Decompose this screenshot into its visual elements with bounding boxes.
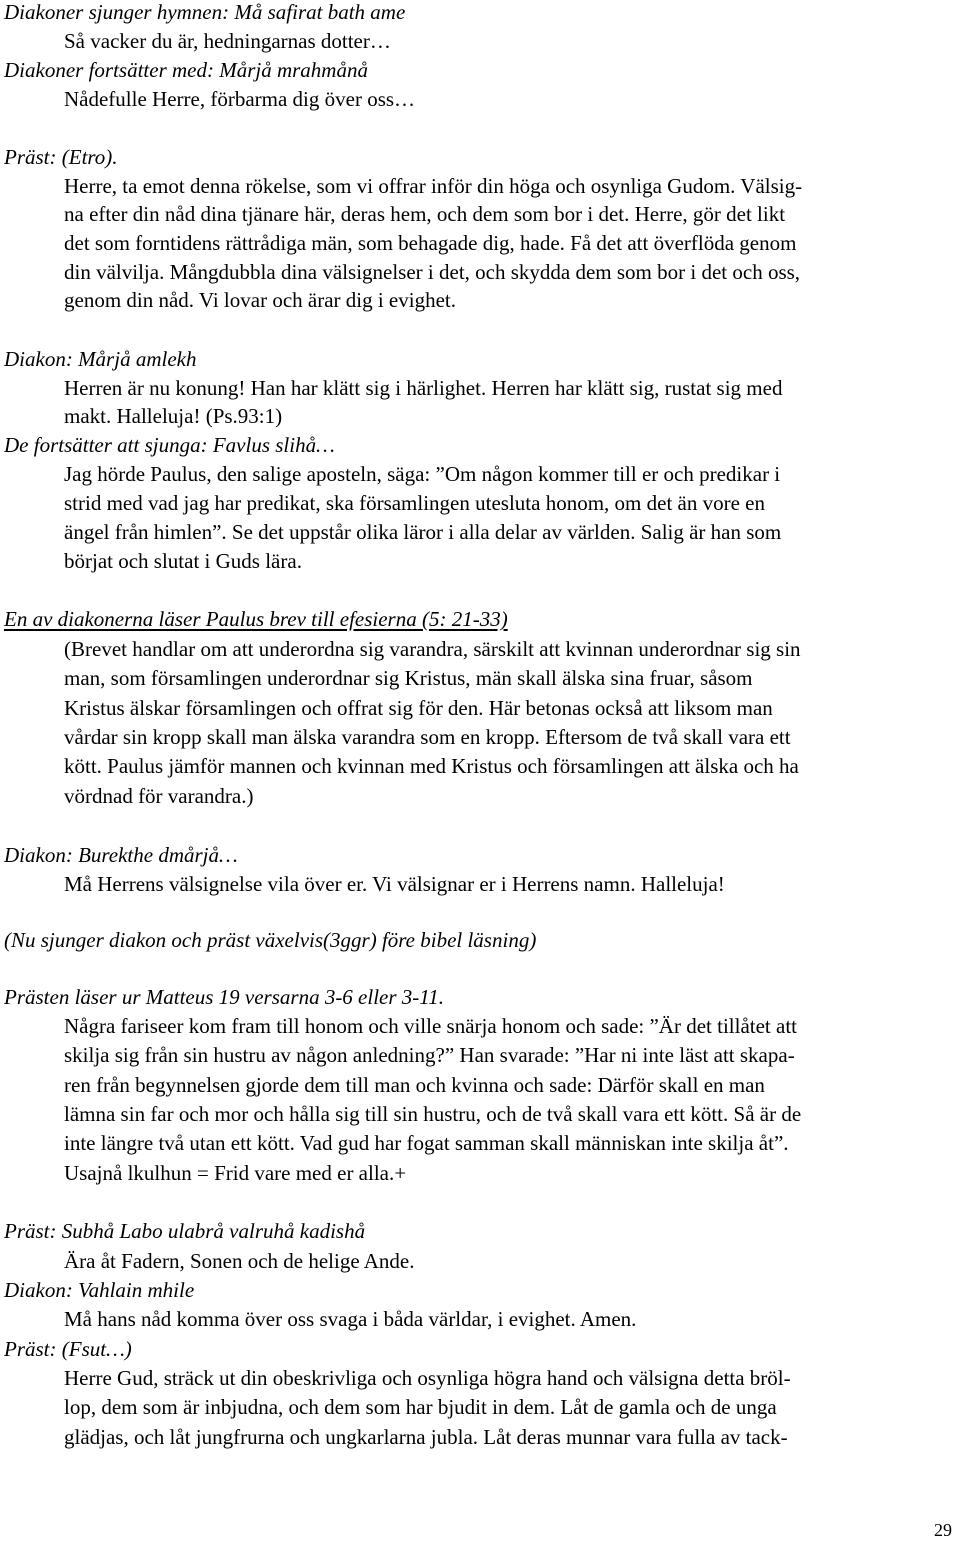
text-line: inte längre två utan ett kött. Vad gud har fogat samman skall människan inte skilja åt”.: [64, 1131, 789, 1155]
text-line: det som forntidens rättrådiga män, som behagade dig, hade. Få det att överflöda genom: [64, 231, 797, 255]
text-line: Må hans nåd komma över oss svaga i båda världar, i evighet. Amen.: [64, 1307, 637, 1331]
rubric-line: Präst: (Fsut…): [4, 1337, 132, 1361]
rubric-line: De fortsätter att sjunga: Favlus slihå…: [4, 433, 335, 457]
text-line: Nådefulle Herre, förbarma dig över oss…: [64, 87, 416, 111]
text-line: lämna sin far och mor och hålla sig till sin hustru, och de två skall vara ett kött. Så är de: [64, 1102, 802, 1126]
text-line: man, som församlingen underordnar sig Kristus, män skall älska sina fruar, såsom: [64, 666, 753, 690]
text-line: Herren är nu konung! Han har klätt sig i härlighet. Herren har klätt sig, rustat sig med: [64, 376, 783, 400]
text-line: ren från begynnelsen gjorde dem till man och kvinna och sade: Därför skall en man: [64, 1073, 765, 1097]
text-line: Kristus älskar församlingen och offrat sig för den. Här betonas också att liksom man: [64, 696, 773, 720]
text-line: ängel från himlen”. Se det uppstår olika läror i alla delar av världen. Salig är han som: [64, 520, 782, 544]
rubric-line: Diakon: Vahlain mhile: [4, 1278, 195, 1302]
text-line: kött. Paulus jämför mannen och kvinnan med Kristus och församlingen att älska och ha: [64, 754, 799, 778]
text-line: Må Herrens välsignelse vila över er. Vi välsignar er i Herrens namn. Halleluja!: [64, 872, 725, 896]
rubric-line: (Nu sjunger diakon och präst växelvis(3ggr) före bibel läsning): [4, 928, 537, 952]
text-line: Herre, ta emot denna rökelse, som vi offrar inför din höga och osynliga Gudom. Välsig-: [64, 174, 803, 198]
text-line: (Brevet handlar om att underordna sig varandra, särskilt att kvinnan underordnar sig sin: [64, 637, 801, 661]
text-line: vårdar sin kropp skall man älska varandra som en kropp. Eftersom de två skall vara ett: [64, 725, 791, 749]
text-line: glädjas, och låt jungfrurna och ungkarlarna jubla. Låt deras munnar vara fulla av tack-: [64, 1425, 788, 1449]
rubric-line: En av diakonerna läser Paulus brev till efesierna (5: 21-33): [4, 607, 508, 631]
rubric-line: Präst: Subhå Labo ulabrå valruhå kadishå: [4, 1219, 366, 1243]
rubric-line: Diakon: Burekthe dmårjå…: [4, 843, 238, 867]
text-line: lop, dem som är inbjudna, och dem som har bjudit in dem. Låt de gamla och de unga: [64, 1395, 777, 1419]
text-line: Några fariseer kom fram till honom och ville snärja honom och sade: ”Är det tillåtet att: [64, 1014, 798, 1038]
rubric-line: Diakon: Mårjå amlekh: [4, 347, 197, 371]
text-line: strid med vad jag har predikat, ska församlingen utesluta honom, om det än vore en: [64, 491, 765, 515]
text-line: Herre Gud, sträck ut din obeskrivliga och osynliga högra hand och välsigna detta bröl-: [64, 1366, 791, 1390]
text-line: skilja sig från sin hustru av någon anledning?” Han svarade: ”Har ni inte läst att skapa-: [64, 1043, 795, 1067]
rubric-line: Präst: (Etro).: [4, 145, 118, 169]
text-line: börjat och slutat i Guds lära.: [64, 549, 302, 573]
text-line: Så vacker du är, hedningarnas dotter…: [64, 29, 391, 53]
rubric-line: Diakoner sjunger hymnen: Må safirat bath ame: [4, 0, 406, 24]
rubric-line: Prästen läser ur Matteus 19 versarna 3-6 eller 3-11.: [4, 985, 444, 1009]
text-line: Usajnå lkulhun = Frid vare med er alla.+: [64, 1161, 407, 1185]
rubric-line: Diakoner fortsätter med: Mårjå mrahmånå: [4, 58, 368, 82]
text-line: na efter din nåd dina tjänare här, deras hem, och dem som bor i det. Herre, gör det likt: [64, 202, 786, 226]
text-line: Ära åt Fadern, Sonen och de helige Ande.: [64, 1249, 415, 1273]
text-line: din välvilja. Mångdubbla dina välsignelser i det, och skydda dem som bor i det och oss,: [64, 260, 801, 284]
text-line: vördnad för varandra.): [64, 784, 254, 808]
page-number: 29: [934, 1520, 952, 1540]
text-line: Jag hörde Paulus, den salige aposteln, säga: ”Om någon kommer till er och predikar i: [64, 462, 781, 486]
text-line: makt. Halleluja! (Ps.93:1): [64, 404, 283, 428]
text-line: genom din nåd. Vi lovar och ärar dig i evighet.: [64, 288, 456, 312]
